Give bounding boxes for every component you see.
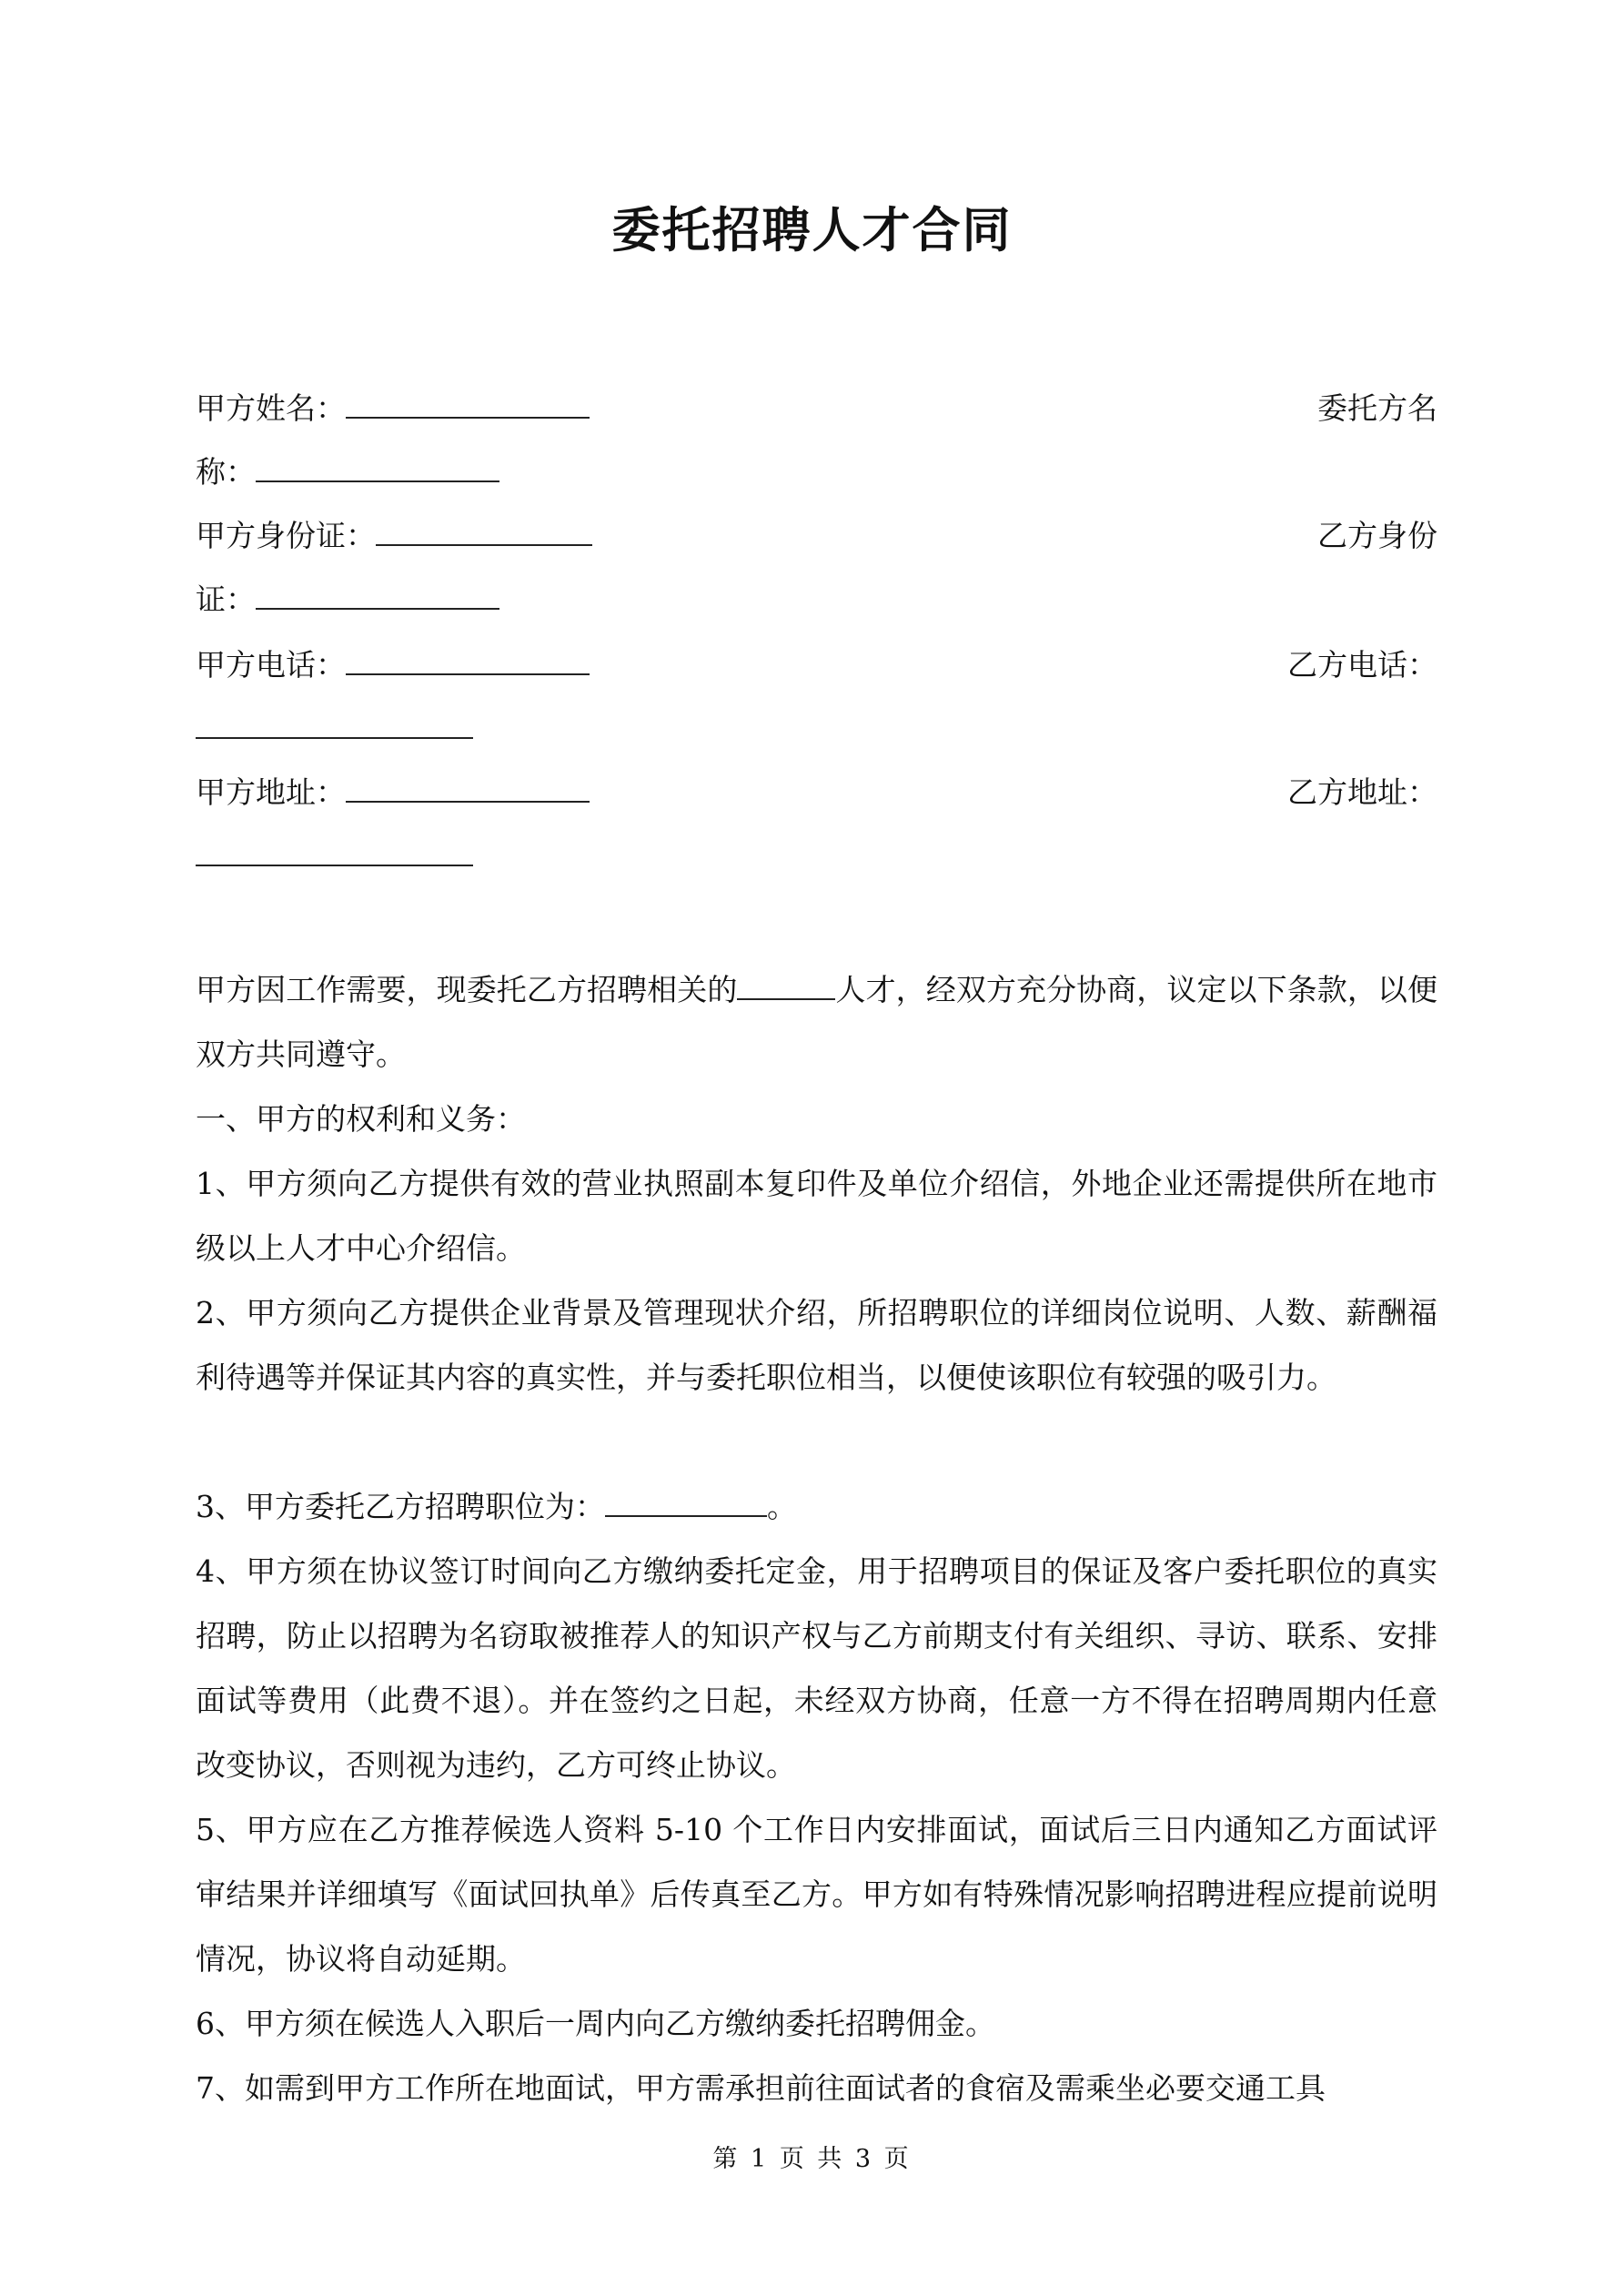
field-row-party-a-id: [196, 504, 1437, 568]
party-b-id-blank: [256, 568, 499, 610]
party-a-id-label: 甲方身份证：: [196, 518, 376, 553]
clause-7: 7、如需到甲方工作所在地面试，甲方需承担前往面试者的食宿及需乘坐必要交通工具: [196, 2070, 1326, 2106]
field-row-party-a-name: [196, 377, 1437, 440]
clause-3-text: 3、甲方委托乙方招聘职位为：: [196, 1489, 605, 1524]
party-a-phone-blank: [346, 633, 590, 675]
talent-type-blank: [737, 958, 835, 1000]
intro-text-2: 人才，经双方充分协商，议定以下条款，以便双方共同遵守。: [196, 972, 1438, 1072]
entrusting-name-blank: [256, 440, 499, 482]
entrusting-name-label: 委托方名: [1317, 390, 1437, 426]
party-a-name-blank: [346, 377, 590, 419]
clause-5: 5、甲方应在乙方推荐候选人资料 5-10 个工作日内安排面试，面试后三日内通知乙方面试评审结果并详细填写《面试回执单》后传真至乙方。甲方如有特殊情况影响招聘进程应提前说明情况，协议将自动延期。: [196, 1812, 1437, 1977]
document-title: 委托招聘人才合同: [611, 202, 1013, 258]
party-b-id-label: 乙方身份: [1317, 518, 1437, 553]
section-1-heading: 一、甲方的权利和义务：: [196, 1101, 526, 1137]
party-a-address-label: 甲方地址：: [196, 774, 346, 810]
party-b-address-blank: [196, 824, 473, 866]
clause-2: 2、甲方须向乙方提供企业背景及管理现状介绍，所招聘职位的详细岗位说明、人数、薪酬福利待遇等并保证其内容的真实性，并与委托职位相当，以便使该职位有较强的吸引力。: [196, 1295, 1437, 1395]
clause-4: 4、甲方须在协议签订时间向乙方缴纳委托定金，用于招聘项目的保证及客户委托职位的真实招聘，防止以招聘为名窃取被推荐人的知识产权与乙方前期支付有关组织、寻访、联系、安排面试等费用（此费不退）。并在签约之日起，未经双方协商，任意一方不得在招聘周期内任意改变协议，否则视为违约，乙方可终止协议。: [196, 1553, 1437, 1783]
clause-6: 6、甲方须在候选人入职后一周内向乙方缴纳委托招聘佣金。: [196, 2006, 995, 2041]
field-row-party-b-address: [196, 824, 1437, 888]
party-b-phone-blank: [196, 697, 473, 739]
party-a-name-label: 甲方姓名：: [196, 390, 346, 426]
clause-1: 1、甲方须向乙方提供有效的营业执照副本复印件及单位介绍信，外地企业还需提供所在地市级以上人才中心介绍信。: [196, 1166, 1437, 1266]
party-b-id-label-cont: 证：: [196, 582, 256, 617]
party-b-address-label: 乙方地址：: [1287, 774, 1437, 810]
entrusting-name-label-cont: 称：: [196, 454, 256, 490]
page-number: 第 1 页 共 3 页: [712, 2145, 912, 2173]
party-a-address-blank: [346, 761, 590, 803]
clause-3: [196, 1474, 1437, 1539]
intro-text-1: 甲方因工作需要，现委托乙方招聘相关的: [196, 972, 738, 1007]
position-blank: [605, 1475, 767, 1517]
field-row-entrusting-name: [196, 440, 1437, 504]
clause-3-end: 。: [767, 1489, 797, 1524]
field-row-party-b-id: [196, 568, 1437, 632]
party-b-phone-label: 乙方电话：: [1287, 647, 1437, 683]
field-row-phone: [196, 633, 1437, 697]
field-row-address: [196, 761, 1437, 824]
field-row-party-b-phone: [196, 697, 1437, 761]
intro-paragraph: [196, 957, 1437, 1087]
party-a-id-blank: [376, 504, 592, 546]
party-a-phone-label: 甲方电话：: [196, 647, 346, 683]
